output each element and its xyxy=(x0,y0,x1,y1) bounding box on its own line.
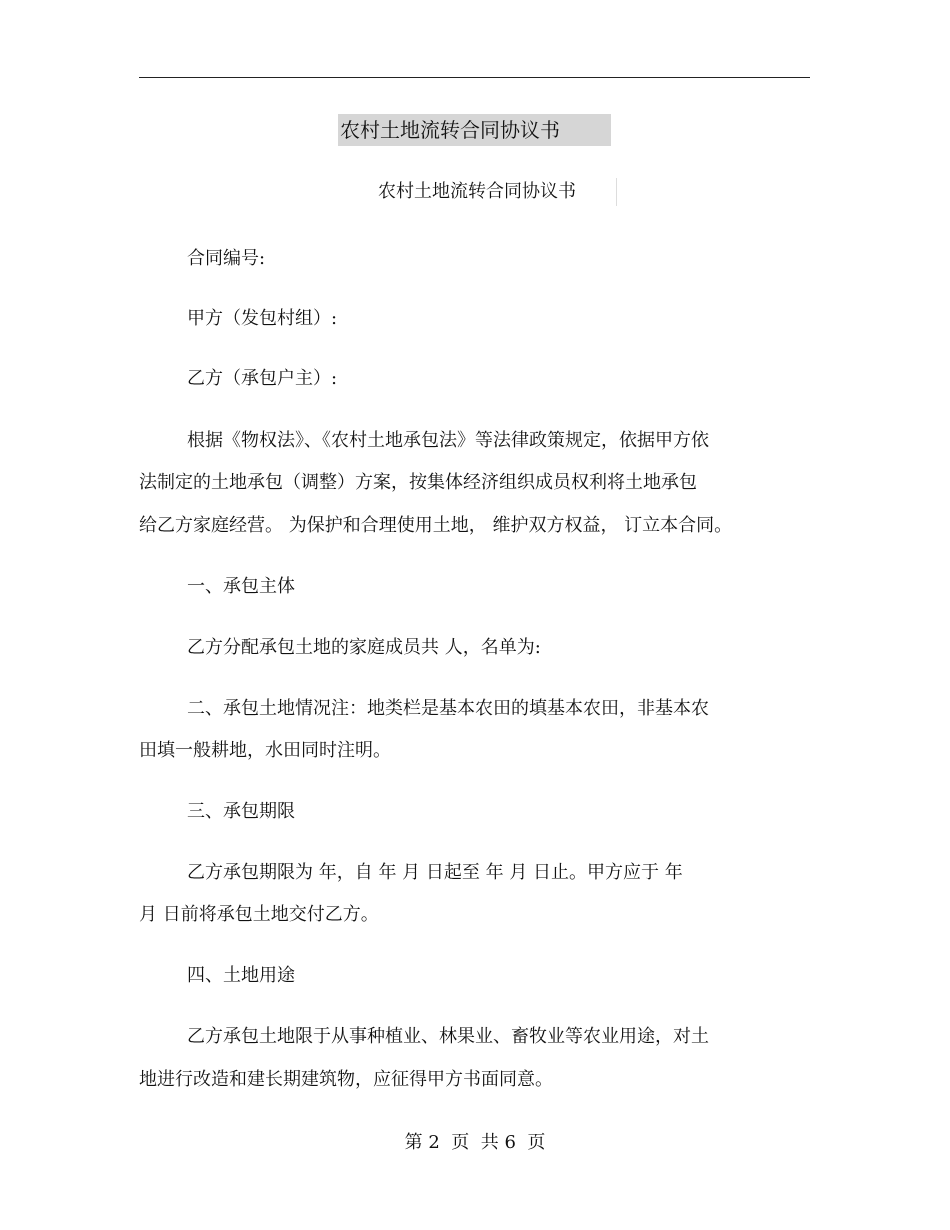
section-3-heading: 三、承包期限 xyxy=(187,801,295,822)
document-subtitle: 农村土地流转合同协议书 xyxy=(378,178,617,206)
section-2-line-2: 田填一般耕地，水田同时注明。 xyxy=(139,740,391,761)
section-2-line-1: 二、承包土地情况注：地类栏是基本农田的填基本农田，非基本农 xyxy=(187,698,709,719)
section-1-heading: 一、承包主体 xyxy=(187,576,295,597)
section-4-heading: 四、土地用途 xyxy=(187,965,295,986)
intro-line-2: 法制定的土地承包（调整）方案，按集体经济组织成员权利将土地承包 xyxy=(139,472,697,493)
intro-line-1: 根据《物权法》、《农村土地承包法》等法律政策规定，依据甲方依 xyxy=(187,430,709,451)
section-3-line-2: 月 日前将承包土地交付乙方。 xyxy=(139,904,379,925)
intro-line-3: 给乙方家庭经营。 为保护和合理使用土地， 维护双方权益， 订立本合同。 xyxy=(139,515,733,536)
section-4-line-1: 乙方承包土地限于从事种植业、林果业、畜牧业等农业用途，对土 xyxy=(187,1026,709,1047)
party-a-label: 甲方（发包村组）: xyxy=(187,308,338,329)
document-title: 农村土地流转合同协议书 xyxy=(338,114,611,146)
section-4-line-2: 地进行改造和建长期建筑物，应征得甲方书面同意。 xyxy=(139,1069,553,1090)
header-rule xyxy=(139,77,810,78)
page-number: 第 2 页 共 6 页 xyxy=(404,1132,546,1153)
section-1-text: 乙方分配承包土地的家庭成员共 人，名单为: xyxy=(187,637,541,658)
section-3-line-1: 乙方承包期限为 年，自 年 月 日起至 年 月 日止。甲方应于 年 xyxy=(187,862,683,883)
contract-number-label: 合同编号: xyxy=(187,248,266,269)
party-b-label: 乙方（承包户主）: xyxy=(187,368,338,389)
